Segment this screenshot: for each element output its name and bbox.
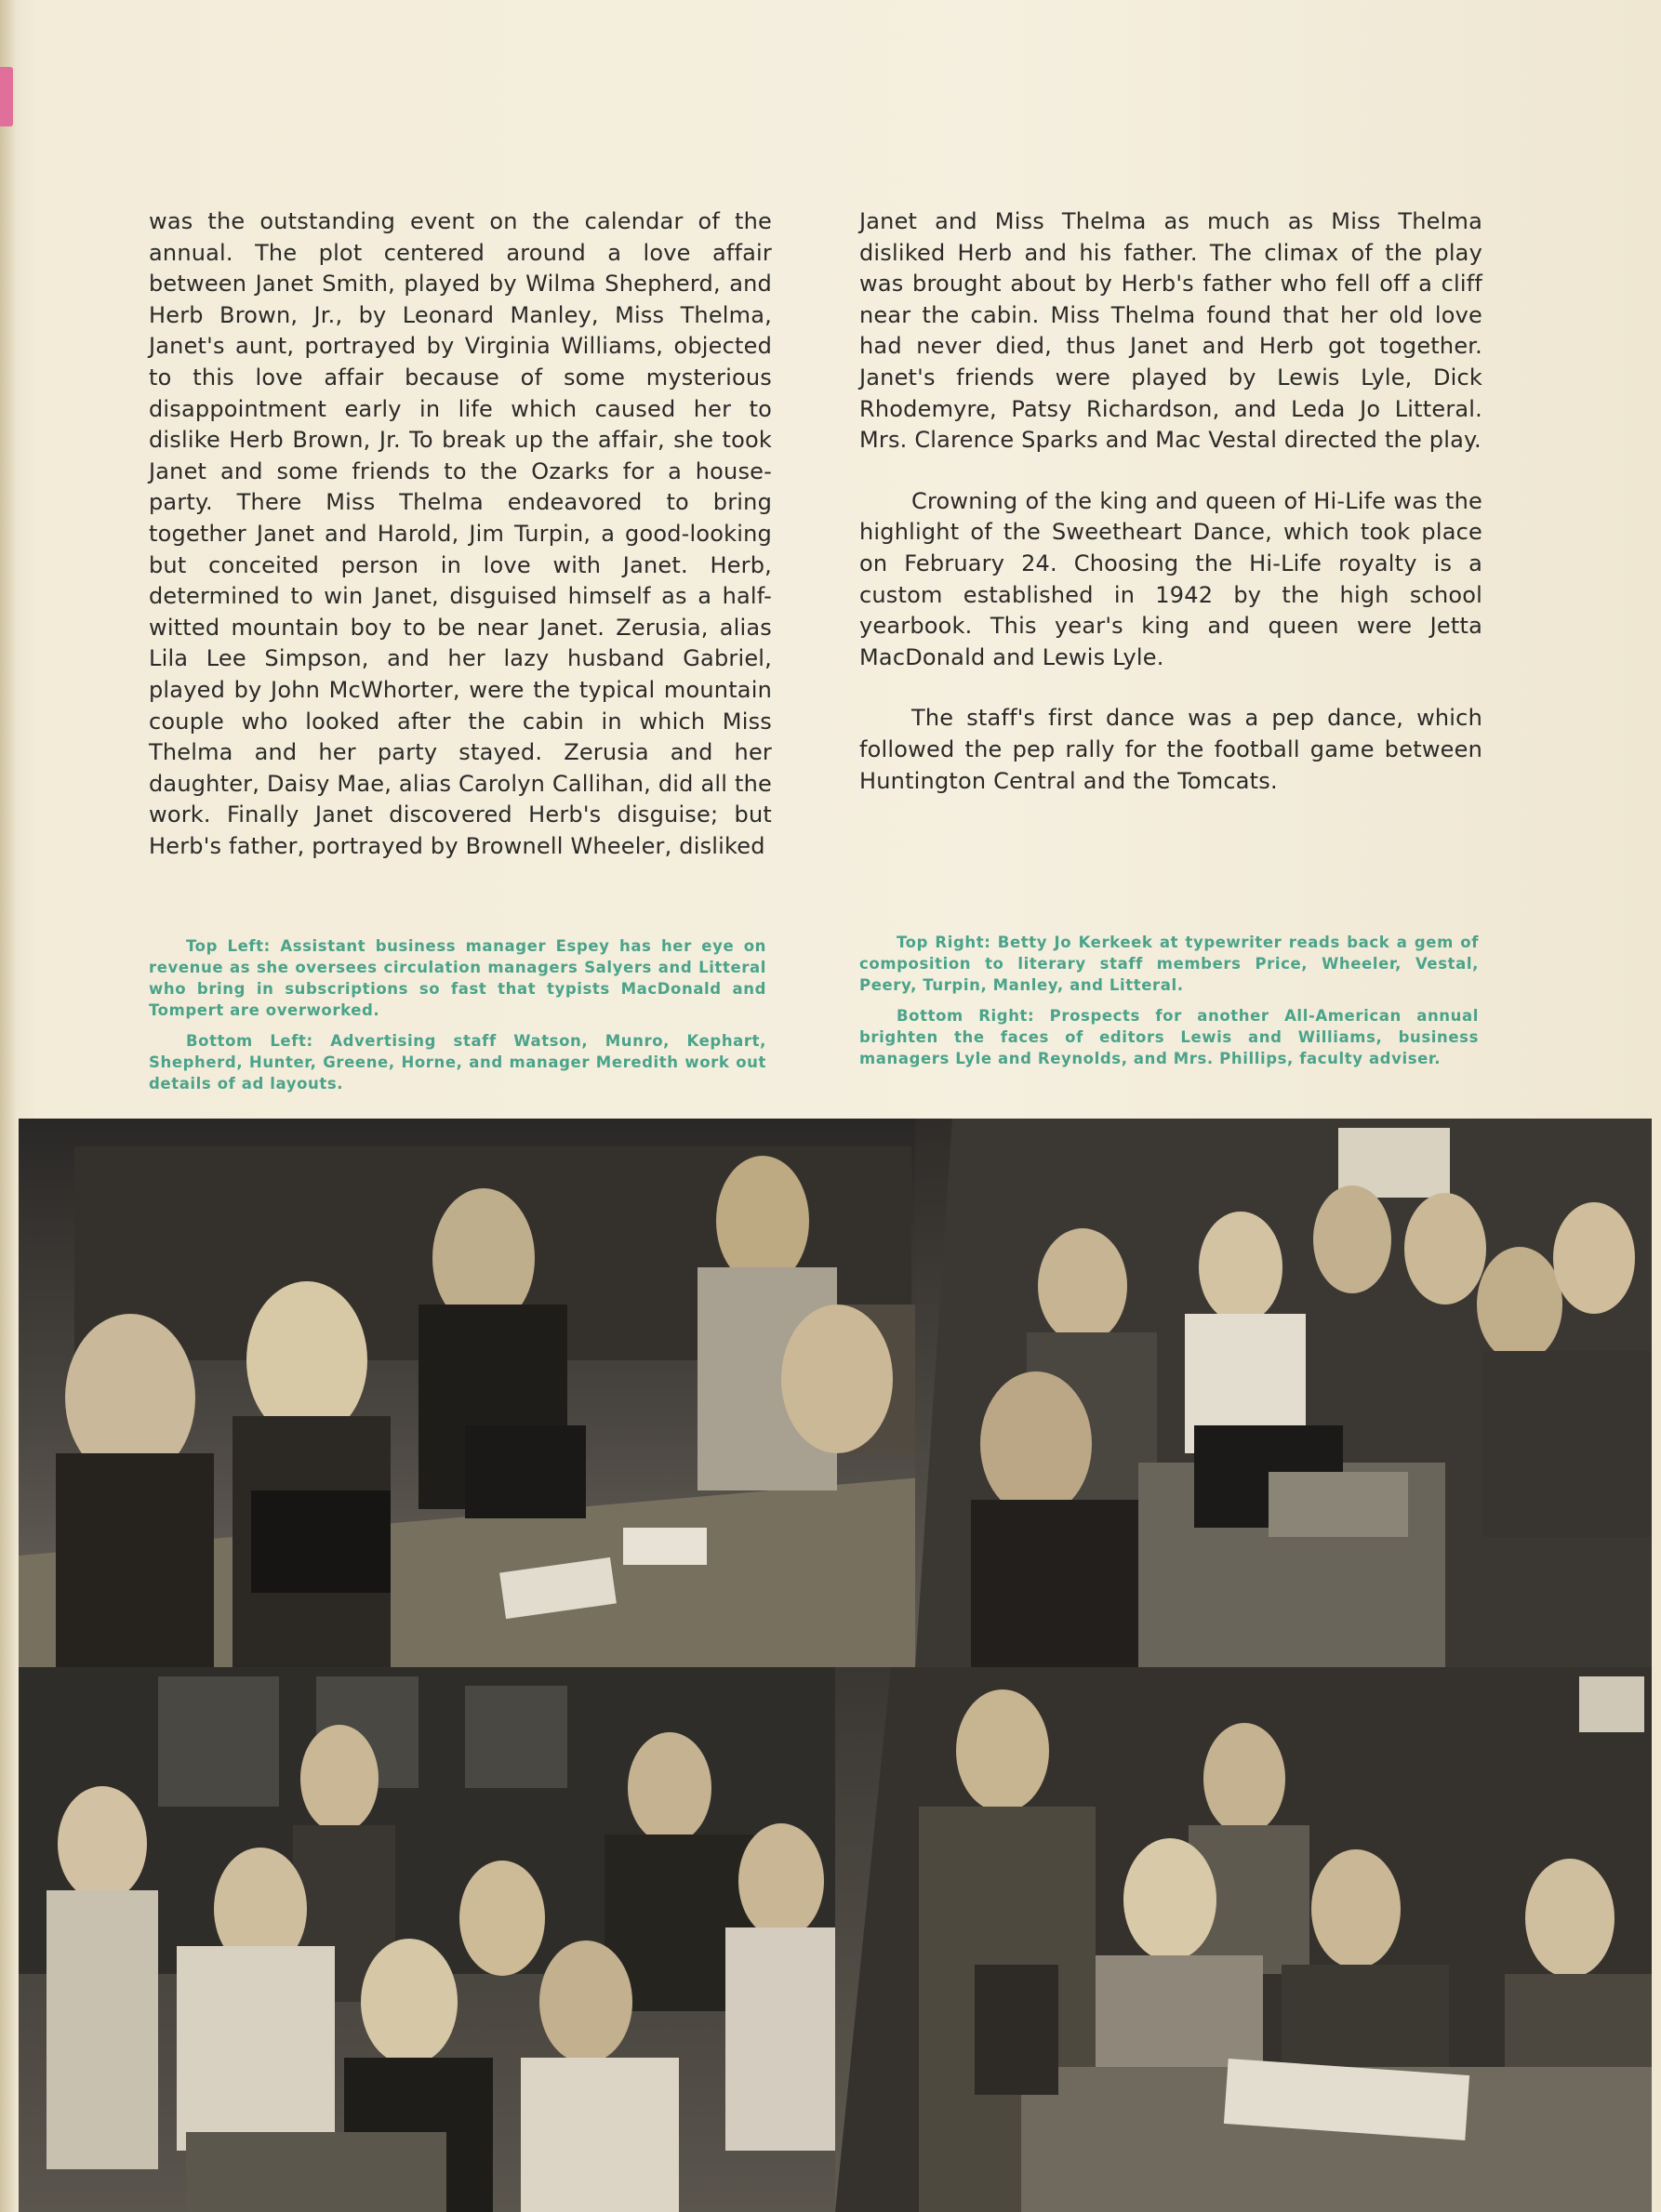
photo-bottom-right: [835, 1667, 1652, 2212]
article-paragraph: Crowning of the king and queen of Hi-Life was the highlight of the Sweetheart Dance, which took place on February 24. Choosing the Hi-Life royalty is a custom established in 1942 by the high school yearbook. This year's king and queen were Jetta MacDonald and Lewis Lyle.: [859, 487, 1482, 670]
photo-top-left: [19, 1119, 986, 1667]
photo-bottom-left: [19, 1667, 884, 2212]
binding-shadow: [0, 0, 17, 2212]
article-paragraph: The staff's first dance was a pep dance, which followed the pep rally for the football game between Huntington Central and the Tomcats.: [859, 705, 1482, 794]
page-tab-marker: [0, 67, 13, 126]
caption-bottom-right: Bottom Right: Prospects for another All-American annual brighten the faces of editors Lewis and Williams, business managers Lyle and Reynolds, and Mrs. Phillips, faculty adviser.: [859, 1007, 1479, 1067]
photo-captions-left: [149, 935, 766, 1094]
article-left-column: [149, 206, 772, 862]
photo-top-right: [915, 1119, 1652, 1667]
photo-captions-right: [859, 932, 1479, 1069]
caption-bottom-left: Bottom Left: Advertising staff Watson, Munro, Kephart, Shepherd, Hunter, Greene, Horne, and manager Meredith work out details of ad layouts.: [149, 1032, 766, 1093]
article-paragraph: was the outstanding event on the calendar of the annual. The plot centered around a love affair between Janet Smith, played by Wilma Shepherd, and Herb Brown, Jr., by Leonard Manley, Miss Thelma, Janet's aunt, portrayed by Virginia Williams, objected to this love affair because of some mysterious disappointment early in life which caused her to dislike Herb Brown, Jr. To break up the affair, she took Janet and some friends to the Ozarks for a house-party. There Miss Thelma endeavored to bring together Janet and Harold, Jim Turpin, a good-looking but conceited person in love with Janet. Herb, determined to win Janet, disguised himself as a half-witted mountain boy to be near Janet. Zerusia, alias Lila Lee Simpson, and her lazy husband Gabriel, played by John McWhorter, were the typical mountain couple who looked after the cabin in which Miss Thelma and her party stayed. Zerusia and her daughter, Daisy Mae, alias Carolyn Callihan, did all the work. Finally Janet discovered Herb's disguise; but Herb's father, portrayed by Brownell Wheeler, disliked: [149, 208, 772, 859]
caption-top-left: Top Left: Assistant business manager Espey has her eye on revenue as she oversees circulation managers Salyers and Litteral who bring in subscriptions so fast that typists MacDonald and Tompert are overworked.: [149, 937, 766, 1019]
article-paragraph: Janet and Miss Thelma as much as Miss Thelma disliked Herb and his father. The climax of the play was brought about by Herb's father who fell off a cliff near the cabin. Miss Thelma found that her old love had never died, thus Janet and Herb got together. Janet's friends were played by Lewis Lyle, Dick Rhodemyre, Patsy Richardson, and Leda Jo Litteral. Mrs. Clarence Sparks and Mac Vestal directed the play.: [859, 208, 1482, 454]
article-right-column: [859, 206, 1482, 797]
caption-top-right: Top Right: Betty Jo Kerkeek at typewriter reads back a gem of composition to literary staff members Price, Wheeler, Vestal, Peery, Turpin, Manley, and Litteral.: [859, 934, 1479, 994]
